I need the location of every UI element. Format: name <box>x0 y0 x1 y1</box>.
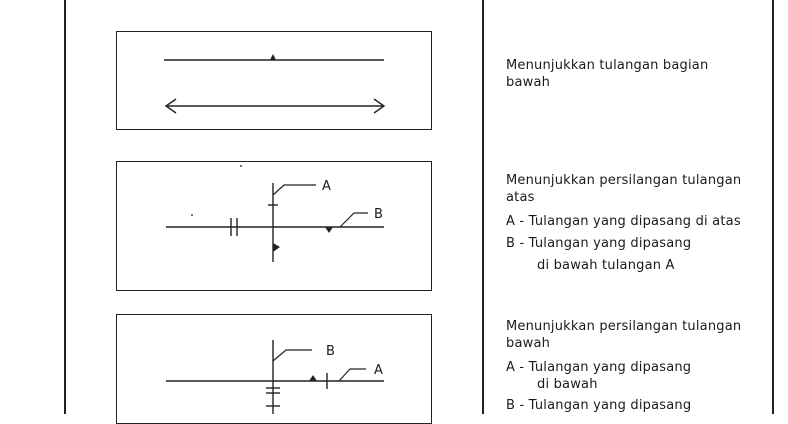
scan-speck <box>240 165 242 167</box>
description-title-line: Menunjukkan persilangan tulangan <box>506 173 742 188</box>
horizontal-marker <box>325 227 333 233</box>
diagram-bottom-crossing <box>116 314 432 414</box>
leader-a <box>273 185 316 195</box>
diagram-bottom-rebar <box>116 31 432 130</box>
legend-item-a-continued: di bawah <box>537 377 598 392</box>
description-title-line: Menunjukkan persilangan tulangan <box>506 319 742 334</box>
rebar-marker <box>270 54 276 60</box>
legend-item-a: A - Tulangan yang dipasang di atas <box>506 214 741 229</box>
legend-item-b: B - Tulangan yang dipasang <box>506 398 692 413</box>
description-title-line: atas <box>506 190 535 205</box>
description-top-crossing <box>506 172 741 274</box>
description-title-line: bawah <box>506 75 551 90</box>
scan-speck <box>191 214 193 216</box>
table-right-border <box>772 0 774 414</box>
diagram-top-crossing <box>116 161 432 291</box>
description-title-line: Menunjukkan tulangan bagian <box>506 58 709 73</box>
table-left-border <box>64 0 66 414</box>
legend-item-b: B - Tulangan yang dipasang <box>506 236 692 251</box>
column-divider <box>482 0 484 414</box>
label-a: A <box>374 363 383 378</box>
description-bottom-crossing <box>506 318 741 414</box>
vertical-marker <box>273 243 280 252</box>
label-b: B <box>374 207 383 222</box>
legend-item-b-continued: di bawah tulangan A <box>537 258 675 273</box>
horizontal-marker <box>309 375 317 381</box>
description-title-line: bawah <box>506 336 551 351</box>
description-bottom-rebar <box>506 57 708 91</box>
legend-item-a: A - Tulangan yang dipasang <box>506 360 692 375</box>
leader-b <box>273 350 312 361</box>
leader-a <box>339 369 366 381</box>
leader-b <box>340 213 368 227</box>
label-b: B <box>326 344 335 359</box>
label-a: A <box>322 179 331 194</box>
